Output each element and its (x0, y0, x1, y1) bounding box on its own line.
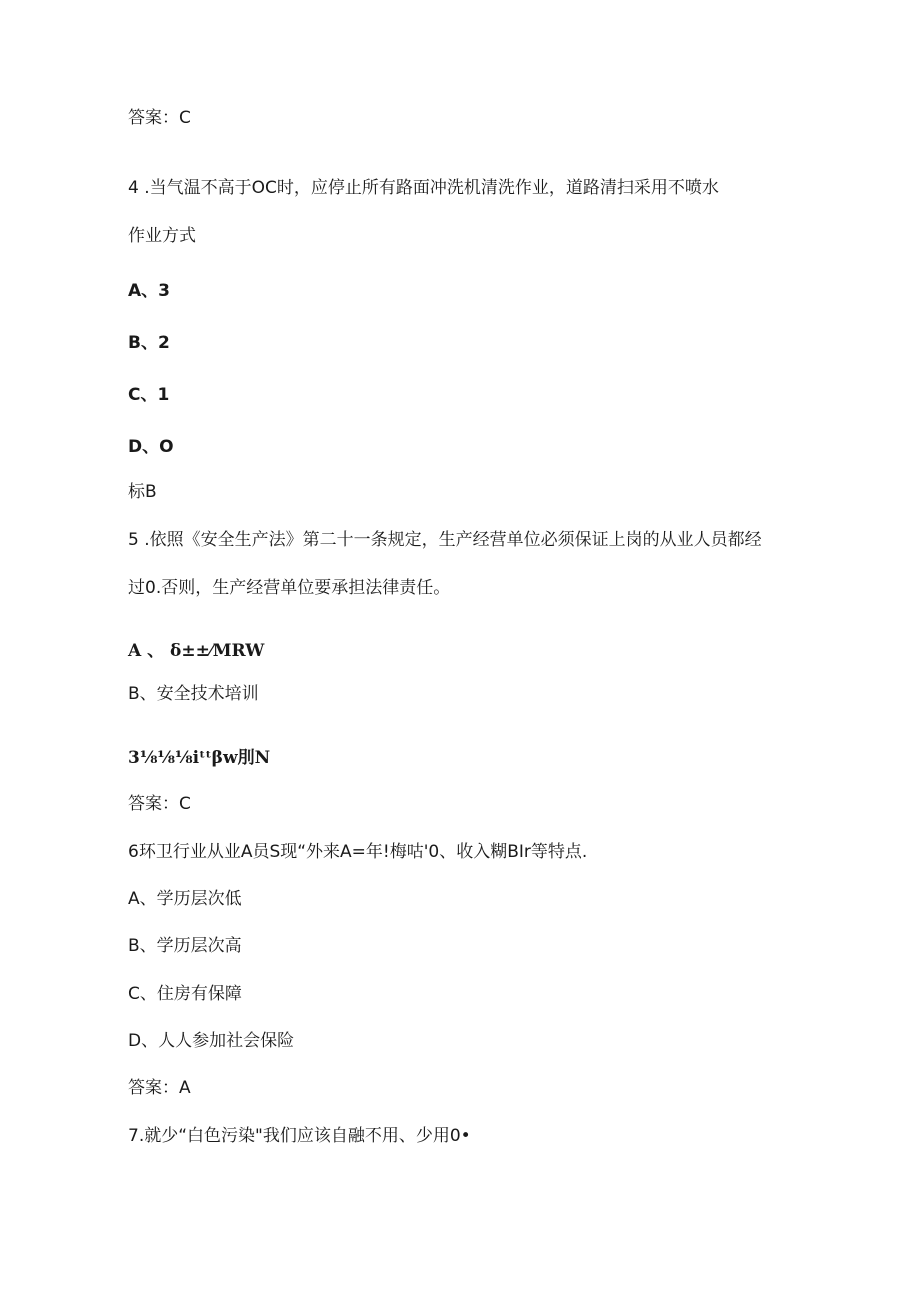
question-4-option-b: B、2 (128, 333, 170, 353)
question-4-option-d: D、O (128, 437, 174, 457)
question-6-text: 6环卫行业从业A员S现“外来A=年!梅咕'0、收入糊BIr等特点. (128, 842, 588, 862)
question-4-option-a: A、3 (128, 281, 170, 301)
question-6-answer: 答案：A (128, 1078, 191, 1098)
question-7-text: 7.就少“白色污染"我们应该自融不用、少用0• (128, 1126, 471, 1146)
question-4-option-c: C、1 (128, 385, 170, 405)
question-5-answer: 答案：C (128, 794, 191, 814)
question-4-text-line-1: 4 .当气温不高于OC时，应停止所有路面冲洗机清洗作业，道路清扫采用不喷水 (128, 178, 719, 198)
question-4-answer: 标B (128, 482, 157, 502)
question-4-text-line-2: 作业方式 (128, 226, 196, 246)
question-6-option-d: D、人人参加社会保险 (128, 1031, 295, 1051)
question-6-option-b: B、学历层次高 (128, 936, 242, 956)
question-5-text-line-2: 过0.否则，生产经营单位要承担法律责任。 (128, 578, 451, 598)
question-6-option-a: A、学历层次低 (128, 889, 242, 909)
question-5-option-c: 3⅛⅛⅛iᵗᵗβw刖N (128, 748, 271, 768)
question-5-option-a: A 、 δ±±⁄MRW (128, 641, 265, 661)
question-6-option-c: C、住房有保障 (128, 984, 242, 1004)
answer-q3: 答案：C (128, 108, 191, 128)
question-5-text-line-1: 5 .依照《安全生产法》第二十一条规定，生产经营单位必须保证上岗的从业人员都经 (128, 530, 762, 550)
question-5-option-b: B、安全技术培训 (128, 684, 259, 704)
